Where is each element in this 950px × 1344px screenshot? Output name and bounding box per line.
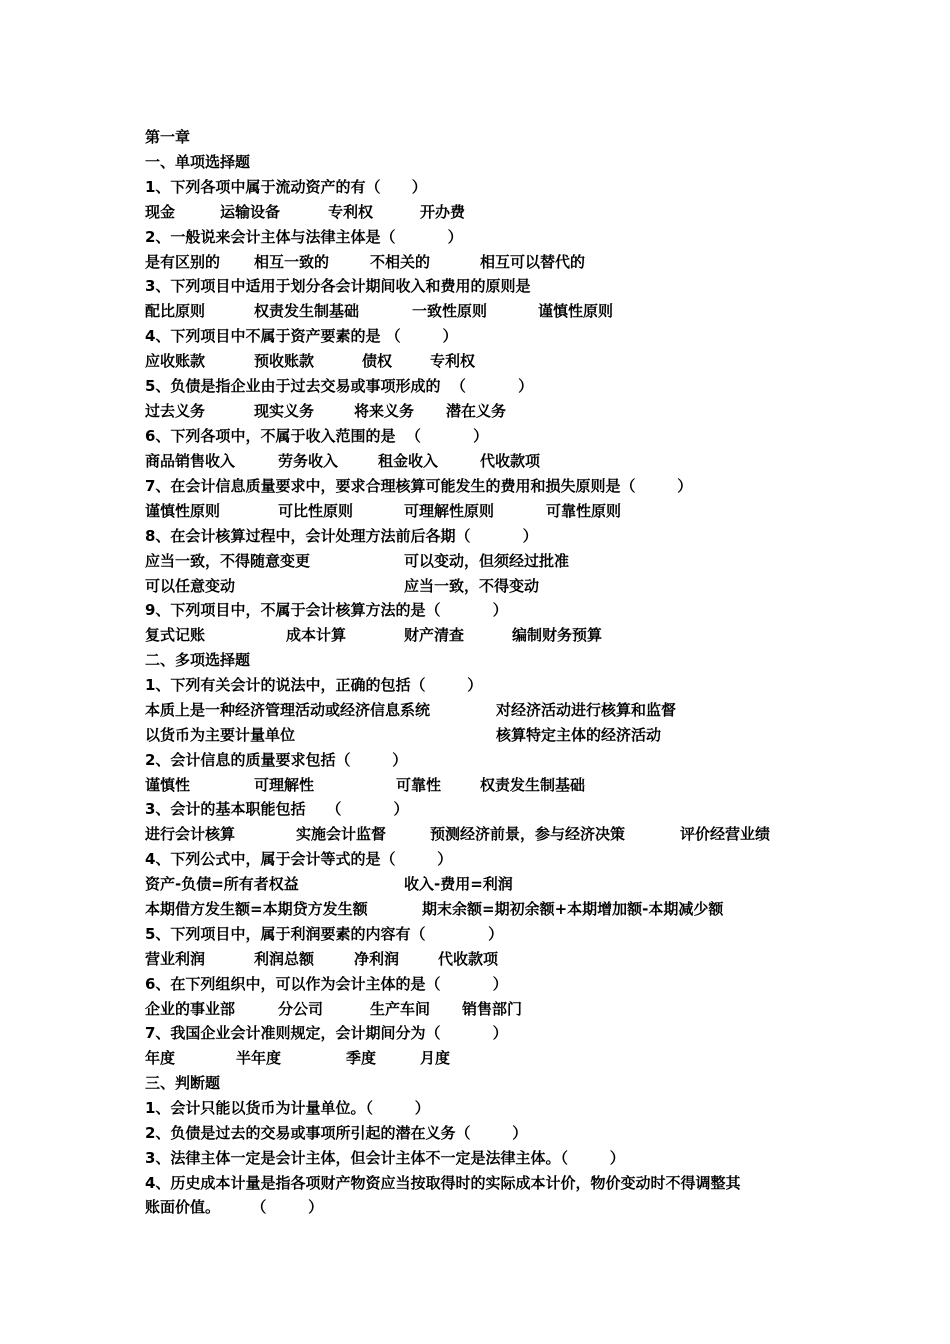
option: 代收款项: [480, 452, 541, 470]
section-3-title: 三、判断题: [145, 1074, 221, 1092]
option: 商品销售收入: [145, 452, 236, 470]
option: 资产-负债=所有者权益: [145, 875, 299, 893]
option: 可理解性原则: [404, 502, 495, 520]
option: 编制财务预算: [512, 626, 603, 644]
option: 分公司: [278, 1000, 324, 1018]
option: 成本计算: [286, 626, 347, 644]
option: 月度: [420, 1049, 451, 1067]
option: 租金收入: [378, 452, 439, 470]
option: 不相关的: [370, 253, 431, 271]
section-2-title: 二、多项选择题: [145, 651, 251, 669]
option: 年度: [145, 1049, 176, 1067]
option: 净利润: [354, 950, 400, 968]
option: 收入-费用=利润: [404, 875, 513, 893]
question: 4、下列公式中，属于会计等式的是（ ）: [145, 850, 453, 868]
option: 季度: [346, 1049, 377, 1067]
option: 预收账款: [254, 352, 315, 370]
question: 6、下列各项中，不属于收入范围的是 （ ）: [145, 427, 489, 445]
option: 进行会计核算: [145, 825, 236, 843]
option: 是有区别的: [145, 253, 221, 271]
option: 配比原则: [145, 302, 206, 320]
option: 过去义务: [145, 402, 206, 420]
question: 3、会计的基本职能包括 （ ）: [145, 800, 409, 818]
option: 债权: [362, 352, 393, 370]
option: 现实义务: [254, 402, 315, 420]
option: 现金: [145, 203, 176, 221]
question: 6、在下列组织中，可以作为会计主体的是（ ）: [145, 975, 508, 993]
judgment-item: 4、历史成本计量是指各项财产物资应当按取得时的实际成本计价，物价变动时不得调整其: [145, 1174, 741, 1192]
judgment-item: 账面价值。 （ ）: [145, 1198, 324, 1216]
option: 评价经营业绩: [680, 825, 771, 843]
option: 专利权: [430, 352, 476, 370]
option: 相互可以替代的: [480, 253, 586, 271]
option: 可以变动，但须经过批准: [404, 552, 570, 570]
option: 以货币为主要计量单位: [145, 726, 296, 744]
question: 5、负债是指企业由于过去交易或事项形成的 （ ）: [145, 377, 534, 395]
judgment-item: 3、法律主体一定是会计主体，但会计主体不一定是法律主体。（ ）: [145, 1149, 625, 1167]
option: 期末余额=期初余额+本期增加额-本期减少额: [422, 900, 724, 918]
option: 实施会计监督: [296, 825, 387, 843]
option: 应收账款: [145, 352, 206, 370]
option: 可以任意变动: [145, 577, 236, 595]
option: 权责发生制基础: [254, 302, 360, 320]
option: 代收款项: [438, 950, 499, 968]
question: 9、下列项目中，不属于会计核算方法的是（ ）: [145, 601, 508, 619]
option: 利润总额: [254, 950, 315, 968]
option: 应当一致，不得随意变更: [145, 552, 311, 570]
option: 可靠性: [396, 776, 442, 794]
option: 预测经济前景，参与经济决策: [430, 825, 626, 843]
option: 核算特定主体的经济活动: [496, 726, 662, 744]
option: 专利权: [328, 203, 374, 221]
question: 1、下列各项中属于流动资产的有（ ）: [145, 178, 427, 196]
question: 2、一般说来会计主体与法律主体是（ ）: [145, 228, 463, 246]
option: 谨慎性原则: [145, 502, 221, 520]
option: 本期借方发生额=本期贷方发生额: [145, 900, 368, 918]
option: 运输设备: [220, 203, 281, 221]
question: 4、下列项目中不属于资产要素的是 （ ）: [145, 327, 458, 345]
option: 谨慎性原则: [538, 302, 614, 320]
option: 谨慎性: [145, 776, 191, 794]
option: 可比性原则: [278, 502, 354, 520]
option: 权责发生制基础: [480, 776, 586, 794]
judgment-item: 2、负债是过去的交易或事项所引起的潜在义务（ ）: [145, 1124, 528, 1142]
option: 一致性原则: [412, 302, 488, 320]
option: 开办费: [420, 203, 466, 221]
question: 5、下列项目中，属于利润要素的内容有（ ）: [145, 925, 504, 943]
option: 财产清查: [404, 626, 465, 644]
option: 半年度: [236, 1049, 282, 1067]
option: 营业利润: [145, 950, 206, 968]
judgment-item: 1、会计只能以货币为计量单位。（ ）: [145, 1099, 430, 1117]
option: 企业的事业部: [145, 1000, 236, 1018]
option: 可理解性: [254, 776, 315, 794]
option: 将来义务: [354, 402, 415, 420]
chapter-title: 第一章: [145, 128, 191, 146]
question: 7、我国企业会计准则规定，会计期间分为（ ）: [145, 1024, 508, 1042]
option: 生产车间: [370, 1000, 431, 1018]
question: 7、在会计信息质量要求中，要求合理核算可能发生的费用和损失原则是（ ）: [145, 477, 693, 495]
option: 相互一致的: [254, 253, 330, 271]
section-1-title: 一、单项选择题: [145, 153, 251, 171]
question: 2、会计信息的质量要求包括（ ）: [145, 751, 408, 769]
question: 3、下列项目中适用于划分各会计期间收入和费用的原则是: [145, 277, 531, 295]
option: 复式记账: [145, 626, 206, 644]
option: 潜在义务: [446, 402, 507, 420]
option: 对经济活动进行核算和监督: [496, 701, 677, 719]
option: 销售部门: [462, 1000, 523, 1018]
question: 8、在会计核算过程中，会计处理方法前后各期（ ）: [145, 527, 538, 545]
option: 应当一致，不得变动: [404, 577, 540, 595]
option: 劳务收入: [278, 452, 339, 470]
option: 可靠性原则: [546, 502, 622, 520]
option: 本质上是一种经济管理活动或经济信息系统: [145, 701, 431, 719]
question: 1、下列有关会计的说法中，正确的包括（ ）: [145, 676, 483, 694]
